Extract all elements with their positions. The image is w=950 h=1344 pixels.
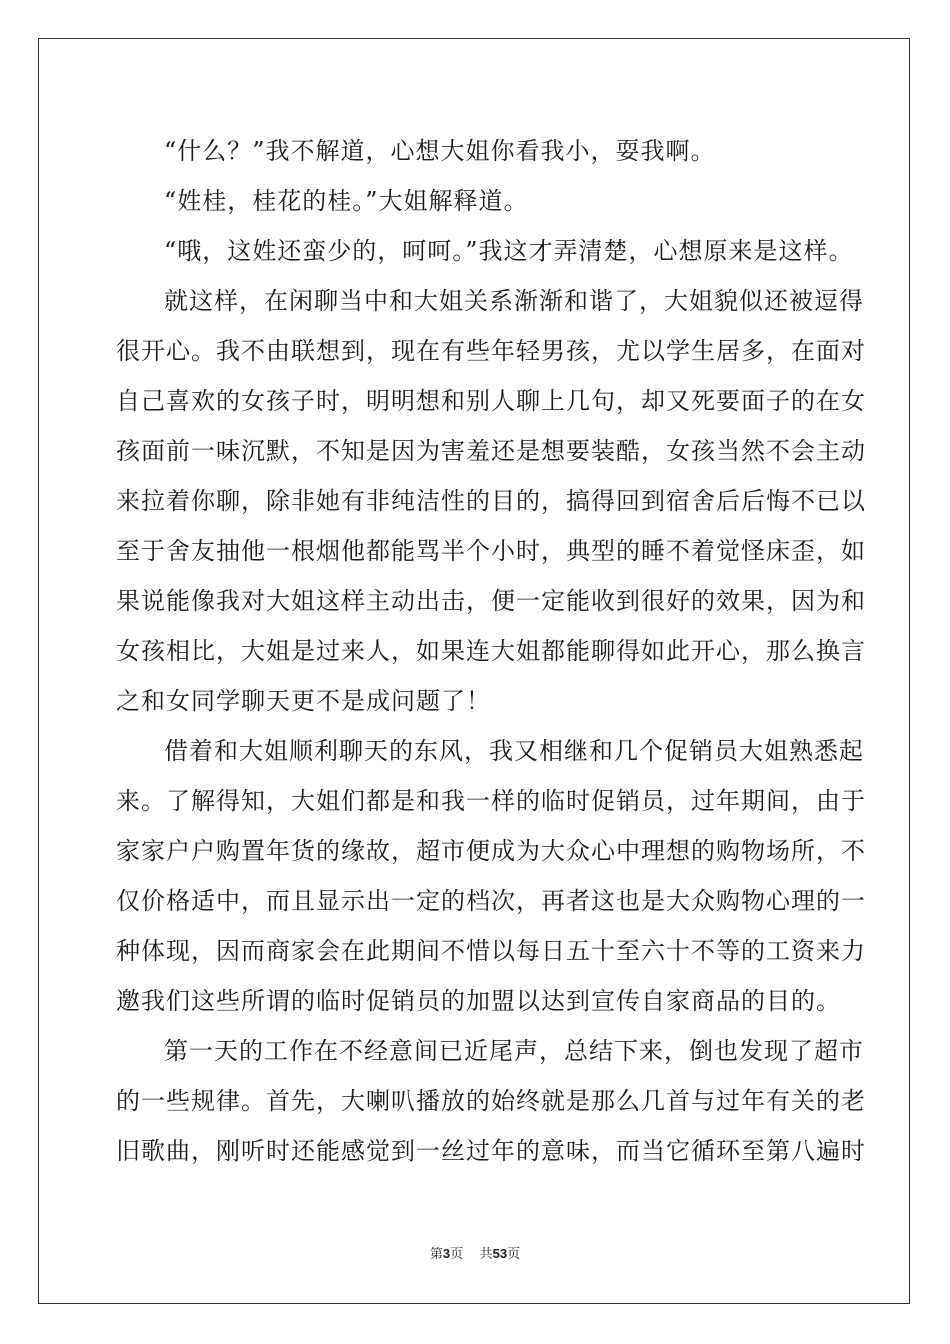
text-line: 来。了解得知，大姐们都是和我一样的临时促销员，过年期间，由于 [116, 787, 866, 815]
text-line: 女孩相比，大姐是过来人，如果连大姐都能聊得如此开心，那么换言 [116, 637, 866, 665]
text-line: 邀我们这些所谓的临时促销员的加盟以达到宣传自家商品的目的。 [116, 987, 841, 1015]
footer-total-prefix: 共 [479, 1247, 493, 1262]
footer-page-suffix: 页 [450, 1247, 464, 1262]
text-line: 就这样，在闲聊当中和大姐关系渐渐和谐了，大姐貌似还被逗得 [164, 287, 864, 315]
text-line: 第一天的工作在不经意间已近尾声，总结下来，倒也发现了超市 [164, 1037, 864, 1065]
text-line: 自己喜欢的女孩子时，明明想和别人聊上几句，却又死要面子的在女 [116, 387, 866, 415]
text-line: 果说能像我对大姐这样主动出击，便一定能收到很好的效果，因为和 [116, 587, 866, 615]
text-line: 很开心。我不由联想到，现在有些年轻男孩，尤以学生居多，在面对 [116, 337, 866, 365]
text-line: 家家户户购置年货的缘故，超市便成为大众心中理想的购物场所，不 [116, 837, 866, 865]
text-line: “哦，这姓还蛮少的，呵呵。”我这才弄清楚，心想原来是这样。 [164, 237, 854, 265]
footer-total-suffix: 页 [507, 1247, 521, 1262]
text-line: 旧歌曲，刚听时还能感觉到一丝过年的意味，而当它循环至第八遍时 [116, 1137, 866, 1165]
footer-total-number: 53 [492, 1246, 508, 1261]
text-line: 借着和大姐顺利聊天的东风，我又相继和几个促销员大姐熟悉起 [164, 737, 864, 765]
text-line: 的一些规律。首先，大喇叭播放的始终就是那么几首与过年有关的老 [116, 1087, 866, 1115]
text-line: 至于舍友抽他一根烟他都能骂半个小时，典型的睡不着觉怪床歪，如 [116, 537, 866, 565]
text-line: 仅价格适中，而且显示出一定的档次，再者这也是大众购物心理的一 [116, 887, 866, 915]
text-line: 来拉着你聊，除非她有非纯洁性的目的，搞得回到宿舍后后悔不已以 [116, 487, 866, 515]
text-line: “什么？”我不解道，心想大姐你看我小，耍我啊。 [164, 137, 716, 165]
text-line: 孩面前一味沉默，不知是因为害羞还是想要装酷，女孩当然不会主动 [116, 437, 866, 465]
footer-page-prefix: 第 [429, 1247, 443, 1262]
text-line: “姓桂，桂花的桂。”大姐解释道。 [164, 187, 529, 215]
text-line: 之和女同学聊天更不是成问题了！ [116, 687, 491, 715]
page-footer [0, 1243, 950, 1262]
text-line: 种体现，因而商家会在此期间不惜以每日五十至六十不等的工资来力 [116, 937, 866, 965]
footer-page-number: 3 [442, 1246, 451, 1261]
